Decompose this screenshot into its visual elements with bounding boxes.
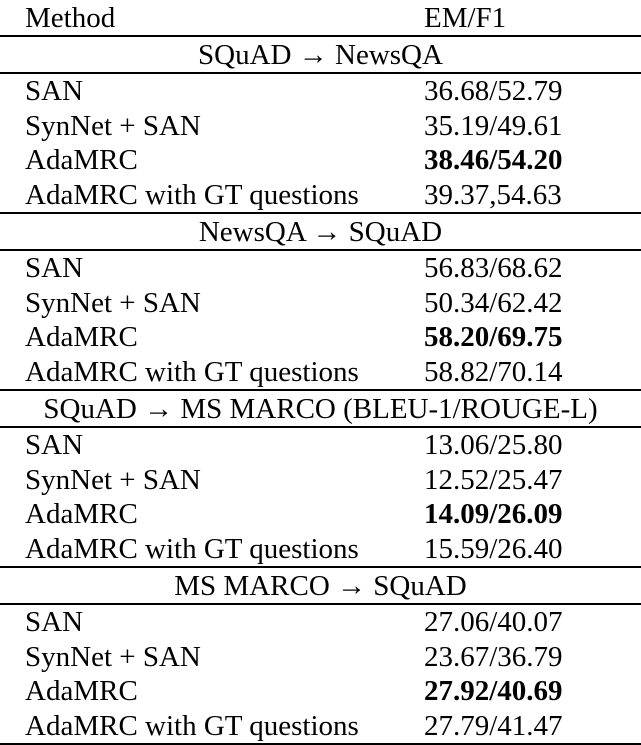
section-title: SQuAD → MS MARCO (BLEU-1/ROUGE-L)	[0, 390, 641, 427]
section-title: SQuAD → NewsQA	[0, 36, 641, 73]
table-row	[0, 604, 641, 640]
table-row	[0, 250, 641, 286]
table-row	[0, 463, 641, 498]
table-row	[0, 286, 641, 321]
table-row	[0, 320, 641, 355]
score-cell: 58.82/70.14	[424, 355, 563, 388]
table-row	[0, 178, 641, 214]
method-cell: AdaMRC with GT questions	[25, 532, 359, 565]
section-title: MS MARCO → SQuAD	[0, 567, 641, 604]
score-cell: 36.68/52.79	[424, 75, 563, 108]
score-cell: 15.59/26.40	[424, 532, 563, 565]
score-cell: 27.06/40.07	[424, 606, 563, 639]
score-cell: 58.20/69.75	[424, 321, 563, 354]
section-header-row	[0, 213, 641, 250]
method-cell: SAN	[25, 252, 84, 285]
score-cell: 50.34/62.42	[424, 286, 563, 319]
header-score: EM/F1	[414, 0, 641, 36]
method-cell: SAN	[25, 429, 84, 462]
table-row	[0, 497, 641, 532]
method-cell: AdaMRC	[25, 675, 138, 708]
section-header-row	[0, 567, 641, 604]
table-row	[0, 73, 641, 109]
score-cell: 23.67/36.79	[424, 640, 563, 673]
score-cell: 14.09/26.09	[424, 498, 563, 531]
method-cell: SAN	[25, 75, 84, 108]
method-cell: AdaMRC with GT questions	[25, 709, 359, 742]
score-cell: 12.52/25.47	[424, 463, 563, 496]
method-cell: AdaMRC with GT questions	[25, 355, 359, 388]
header-row	[0, 0, 641, 36]
method-cell: SynNet + SAN	[25, 640, 201, 673]
method-cell: AdaMRC	[25, 498, 138, 531]
score-cell: 27.92/40.69	[424, 675, 563, 708]
method-cell: AdaMRC	[25, 144, 138, 177]
score-cell: 27.79/41.47	[424, 709, 563, 742]
method-cell: AdaMRC with GT questions	[25, 178, 359, 211]
table-row	[0, 709, 641, 744]
table-row	[0, 532, 641, 568]
score-cell: 39.37,54.63	[424, 178, 562, 211]
section-title: NewsQA → SQuAD	[0, 213, 641, 250]
method-cell: SynNet + SAN	[25, 286, 201, 319]
score-cell: 35.19/49.61	[424, 109, 563, 142]
table-body	[0, 36, 641, 743]
header-method: Method	[0, 0, 414, 36]
table-row	[0, 143, 641, 178]
score-cell: 38.46/54.20	[424, 144, 563, 177]
table-row	[0, 640, 641, 675]
score-cell: 56.83/68.62	[424, 252, 563, 285]
method-cell: SynNet + SAN	[25, 109, 201, 142]
method-cell: AdaMRC	[25, 321, 138, 354]
table-row	[0, 355, 641, 391]
table-row	[0, 109, 641, 144]
method-cell: SAN	[25, 606, 84, 639]
table-row	[0, 427, 641, 463]
table-row	[0, 674, 641, 709]
section-header-row	[0, 390, 641, 427]
section-header-row	[0, 36, 641, 73]
method-cell: SynNet + SAN	[25, 463, 201, 496]
score-cell: 13.06/25.80	[424, 429, 563, 462]
